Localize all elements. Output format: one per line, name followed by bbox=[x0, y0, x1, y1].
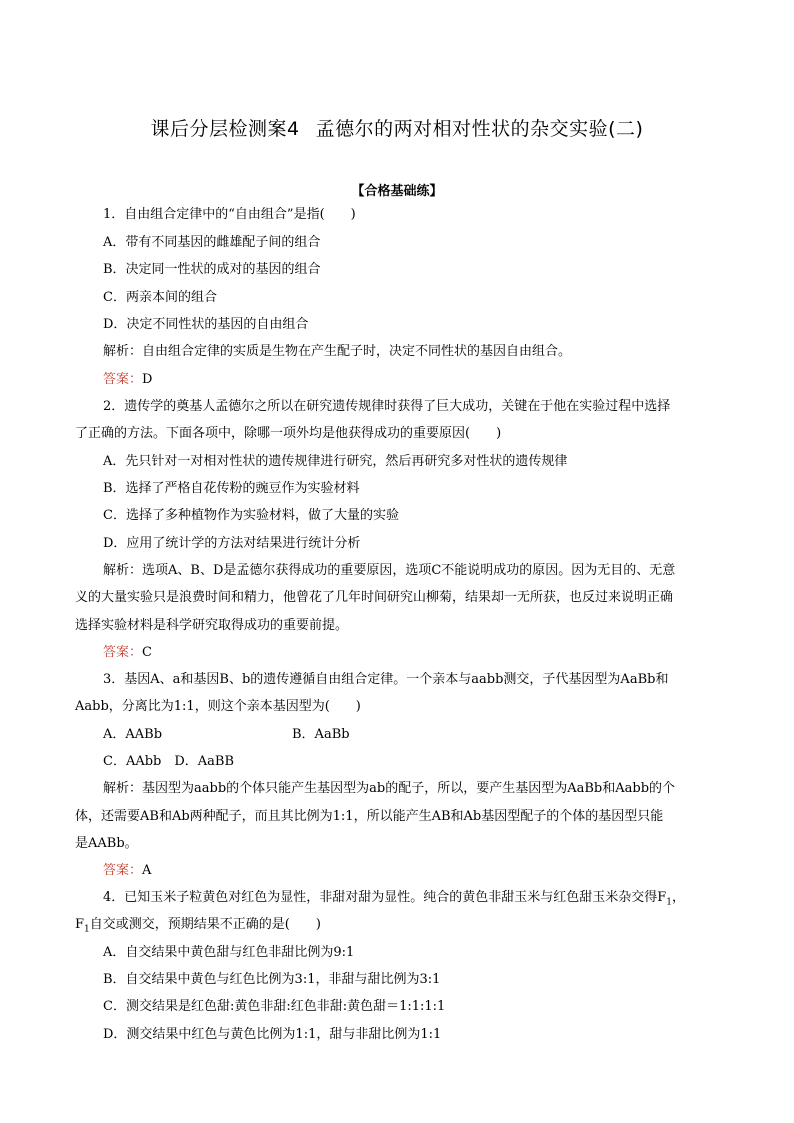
q1-option-b: B．决定同一性状的成对的基因的组合 bbox=[103, 262, 321, 277]
q1-stem: 1．自由组合定律中的“自由组合”是指( ) bbox=[103, 207, 356, 222]
subscript: 1 bbox=[666, 897, 673, 908]
q2-analysis-line3: 选择实验材料是科学研究取得成功的重要前提。 bbox=[75, 618, 349, 633]
q1-option-c: C．两亲本间的组合 bbox=[103, 290, 217, 305]
answer-value: A bbox=[142, 863, 152, 878]
answer-label: 答案： bbox=[103, 863, 143, 878]
q4-stem-line2-text: 自交或测交，预期结果不正确的是( ) bbox=[89, 917, 321, 932]
q1-analysis: 解析：自由组合定律的实质是生物在产生配子时，决定不同性状的基因自由组合。 bbox=[103, 344, 572, 359]
q3-option-cd: C．AAbb D．AaBB bbox=[103, 754, 235, 769]
q4-stem-line2 bbox=[75, 916, 321, 939]
q4-stem-line1-end: ， bbox=[672, 890, 686, 905]
q2-option-a: A．先只针对一对相对性状的遗传规律进行研究，然后再研究多对性状的遗传规律 bbox=[103, 454, 568, 469]
answer-value: C bbox=[142, 645, 152, 660]
q3-analysis-line2: 体，还需要AB和Ab两种配子，而且其比例为1:1，所以能产生AB和Ab基因型配子的个体的基因型只能 bbox=[75, 809, 664, 824]
q2-answer bbox=[103, 644, 152, 662]
q1-option-d: D．决定不同性状的基因的自由组合 bbox=[103, 317, 309, 332]
q4-option-b: B．自交结果中黄色与红色比例为3:1，非甜与甜比例为3:1 bbox=[103, 972, 441, 987]
q3-answer bbox=[103, 862, 151, 880]
answer-label: 答案： bbox=[103, 372, 143, 387]
section-heading: 【合格基础练】 bbox=[351, 184, 443, 199]
answer-label: 答案： bbox=[103, 645, 143, 660]
page-title bbox=[0, 114, 794, 141]
q4-option-d: D．测交结果中红色与黄色比例为1:1，甜与非甜比例为1:1 bbox=[103, 1027, 442, 1042]
subscript: 1 bbox=[84, 924, 90, 935]
q4-stem-line2-f: F bbox=[75, 917, 85, 932]
q2-option-b: B．选择了严格自花传粉的豌豆作为实验材料 bbox=[103, 481, 360, 496]
title-part1: 课后分层检测案4 bbox=[150, 118, 300, 140]
q4-stem-line1 bbox=[103, 889, 685, 912]
q3-option-b: B．AaBb bbox=[292, 727, 350, 742]
q1-answer bbox=[103, 371, 152, 389]
q2-analysis-line2: 义的大量实验只是浪费时间和精力，他曾花了几年时间研究山柳菊，结果却一无所获，也反过来说明正确 bbox=[75, 590, 674, 605]
q3-stem-line1: 3．基因A、a和基因B、b的遗传遵循自由组合定律。一个亲本与aabb测交，子代基因型为AaBb和 bbox=[103, 672, 669, 687]
q2-stem-line1: 2．遗传学的奠基人孟德尔之所以在研究遗传规律时获得了巨大成功，关键在于他在实验过程中选择 bbox=[103, 399, 671, 414]
q3-analysis-line1: 解析：基因型为aabb的个体只能产生基因型为ab的配子，所以，要产生基因型为AaBb和Aabb的个 bbox=[103, 781, 676, 796]
q2-option-c: C．选择了多种植物作为实验材料，做了大量的实验 bbox=[103, 508, 399, 523]
q4-option-c: C．测交结果是红色甜:黄色非甜:红色非甜:黄色甜＝1:1:1:1 bbox=[103, 999, 446, 1014]
q2-option-d: D．应用了统计学的方法对结果进行统计分析 bbox=[103, 536, 361, 551]
q3-option-a: A．AABb bbox=[103, 727, 163, 742]
q1-option-a: A．带有不同基因的雌雄配子间的组合 bbox=[103, 235, 321, 250]
answer-value: D bbox=[142, 372, 153, 387]
q4-option-a: A．自交结果中黄色甜与红色非甜比例为9:1 bbox=[103, 945, 355, 960]
q4-stem-line1-text: 4．已知玉米子粒黄色对红色为显性，非甜对甜为显性。纯合的黄色非甜玉米与红色甜玉米杂交得F bbox=[103, 890, 667, 905]
q3-stem-line2: Aabb，分离比为1:1，则这个亲本基因型为( ) bbox=[75, 699, 361, 714]
q3-analysis-line3: 是AABb。 bbox=[75, 836, 138, 851]
q2-stem-line2: 了正确的方法。下面各项中，除哪一项外均是他获得成功的重要原因( ) bbox=[75, 426, 502, 441]
title-part2: 孟德尔的两对相对性状的杂交实验(二) bbox=[315, 118, 644, 140]
q2-analysis-line1: 解析：选项A、B、D是孟德尔获得成功的重要原因，选项C不能说明成功的原因。因为无目的、无意 bbox=[103, 563, 676, 578]
